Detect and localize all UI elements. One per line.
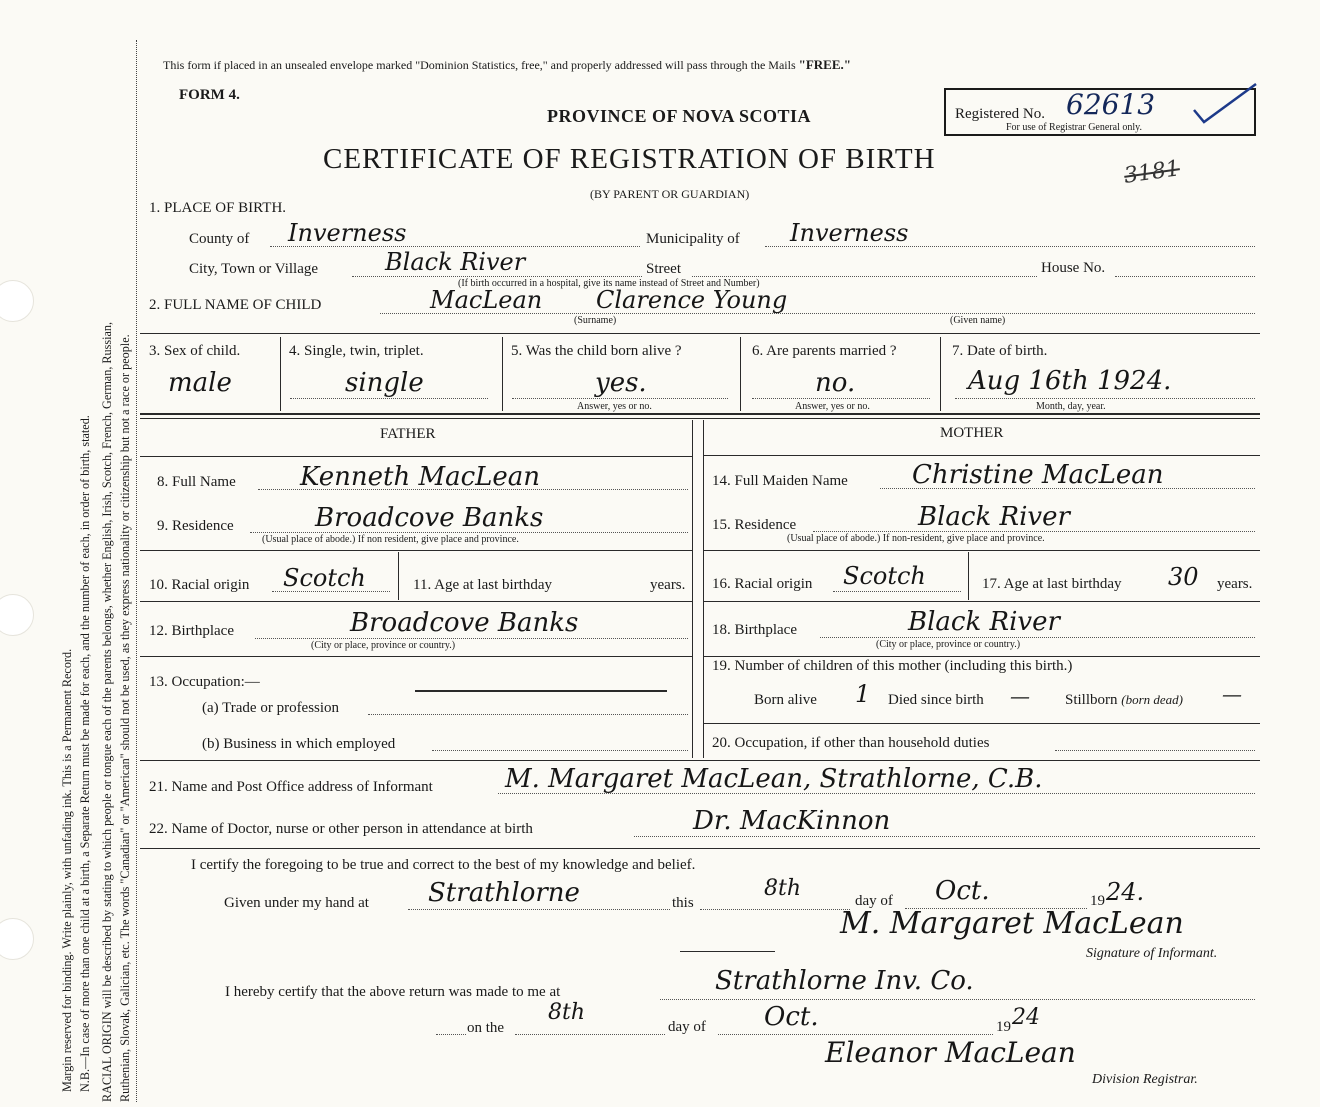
alive-label: 5. Was the child born alive ? xyxy=(511,343,682,359)
plurality-value: single xyxy=(345,368,424,398)
racial-note-line2: Ruthenian, Slovak, Galician, etc. The words "Canadian" or "American" should not be used, as they express nationality or citizenship but not a race or people. xyxy=(118,334,132,1102)
informant-signature: M. Margaret MacLean xyxy=(840,906,1184,941)
grid-rule-1 xyxy=(140,333,1260,334)
mother-name-label: 14. Full Maiden Name xyxy=(712,473,848,489)
father-trade-label: (a) Trade or profession xyxy=(202,700,340,716)
parents-center-rule-a xyxy=(692,420,693,758)
month-value: Oct. xyxy=(935,876,990,906)
on-the-lead-line xyxy=(436,1034,466,1035)
father-birthplace-label: 12. Birthplace xyxy=(149,623,234,639)
place-heading: 1. PLACE OF BIRTH. xyxy=(149,200,287,216)
county-value: Inverness xyxy=(288,219,407,247)
father-row-rule-3 xyxy=(140,601,692,602)
mother-race-value: Scotch xyxy=(843,562,926,590)
certify-statement: I certify the foregoing to be true and correct to the best of my knowledge and belief. xyxy=(191,857,696,873)
father-birthplace-value: Broadcove Banks xyxy=(350,608,579,638)
informant-signature-caption: Signature of Informant. xyxy=(1086,946,1218,961)
form-number: FORM 4. xyxy=(179,87,240,103)
postal-note-text: This form if placed in an unsealed envelope marked "Dominion Statistics, free," and properly addressed will pass through the Mails xyxy=(163,58,796,72)
municipality-label: Municipality of xyxy=(646,231,740,247)
on-the-label: on the xyxy=(467,1020,505,1036)
day-of-label: day of xyxy=(855,893,893,909)
mother-residence-label: 15. Residence xyxy=(712,517,797,533)
registered-sub: For use of Registrar General only. xyxy=(1006,122,1142,133)
child-given-name: Clarence Young xyxy=(596,286,788,314)
stillborn-label xyxy=(1065,692,1183,709)
child-surname: MacLean xyxy=(430,286,543,314)
sex-label: 3. Sex of child. xyxy=(149,343,241,359)
father-row-rule-1 xyxy=(140,456,692,457)
father-name-label: 8. Full Name xyxy=(157,474,236,490)
child-name-label: 2. FULL NAME OF CHILD xyxy=(149,297,322,313)
reg-day-line xyxy=(515,1034,665,1035)
alive-caption: Answer, yes or no. xyxy=(577,401,652,412)
father-business-line xyxy=(432,750,688,751)
given-label: Given under my hand at xyxy=(224,895,369,911)
postal-note xyxy=(163,57,851,73)
street-line xyxy=(692,276,1037,277)
mother-race-label: 16. Racial origin xyxy=(712,576,813,592)
mother-age-label: 17. Age at last birthday xyxy=(982,576,1122,592)
doctor-label: 22. Name of Doctor, nurse or other person in attendance at birth xyxy=(149,821,533,837)
father-occupation-label: 13. Occupation:— xyxy=(149,674,260,690)
married-line xyxy=(752,398,930,399)
mother-row-rule-1 xyxy=(703,455,1260,456)
mother-occupation-line xyxy=(1055,750,1255,751)
racial-note-line1: RACIAL ORIGIN will be described by stating to which people or tongue each of the parents belongs, whether English, Irish, Scotch, French, German, Russian, xyxy=(100,321,114,1102)
date-caption: Month, day, year. xyxy=(1036,401,1106,412)
grid-rule-3 xyxy=(140,418,1260,419)
mother-birthplace-value: Black River xyxy=(908,607,1060,637)
registrar-place-value: Strathlorne Inv. Co. xyxy=(715,966,974,996)
born-alive-value: 1 xyxy=(855,680,871,708)
mother-age-unit: years. xyxy=(1217,576,1253,592)
certificate-title: CERTIFICATE OF REGISTRATION OF BIRTH xyxy=(323,143,936,175)
father-occupation-dash xyxy=(415,690,667,692)
grid-divider-4 xyxy=(940,337,941,411)
mother-birthplace-line xyxy=(820,637,1255,638)
father-age-unit: years. xyxy=(650,577,686,593)
date-label: 7. Date of birth. xyxy=(952,343,1048,359)
alive-line xyxy=(512,398,728,399)
mother-row-rule-4 xyxy=(703,656,1260,657)
city-value: Black River xyxy=(385,248,526,276)
registrar-place-line xyxy=(660,999,1255,1000)
hospital-note: (If birth occurred in a hospital, give its name instead of Street and Number) xyxy=(458,278,760,289)
doctor-line xyxy=(634,836,1255,837)
day-line xyxy=(700,909,850,910)
informant-value: M. Margaret MacLean, Strathlorne, C.B. xyxy=(505,764,1043,794)
mother-row-rule-5 xyxy=(703,723,1260,724)
struck-number: 3181 xyxy=(1122,156,1182,189)
bottom-rule-2 xyxy=(140,848,1260,849)
house-line xyxy=(1115,276,1255,277)
mother-birthplace-caption: (City or place, province or country.) xyxy=(876,639,1021,650)
mother-heading: MOTHER xyxy=(940,425,1004,441)
mother-row-rule-2 xyxy=(703,550,1260,551)
stillborn-note: (born dead) xyxy=(1121,692,1184,707)
informant-label: 21. Name and Post Office address of Informant xyxy=(149,779,433,795)
margin-rule xyxy=(136,40,137,1102)
father-race-value: Scotch xyxy=(283,564,366,592)
street-label: Street xyxy=(646,261,681,277)
father-age-divider xyxy=(398,552,399,600)
grid-rule-2 xyxy=(140,413,1260,415)
children-label: 19. Number of children of this mother (including this birth.) xyxy=(712,658,1073,674)
reg-day-of-label: day of xyxy=(668,1019,706,1035)
father-heading: FATHER xyxy=(380,426,436,442)
checkmark-icon xyxy=(1190,80,1260,130)
municipality-value: Inverness xyxy=(790,219,909,247)
father-business-label: (b) Business in which employed xyxy=(202,736,396,752)
registrar-statement: I hereby certify that the above return was made to me at xyxy=(225,984,561,1000)
house-label: House No. xyxy=(1041,260,1106,276)
mother-occupation-label: 20. Occupation, if other than household duties xyxy=(712,735,990,751)
registered-label: Registered No. xyxy=(955,106,1045,122)
plurality-line xyxy=(290,398,488,399)
married-label: 6. Are parents married ? xyxy=(752,343,897,359)
signature-rule-left xyxy=(680,951,775,952)
county-label: County of xyxy=(189,231,250,247)
father-race-label: 10. Racial origin xyxy=(149,577,250,593)
mother-age-divider xyxy=(968,552,969,600)
mother-birthplace-label: 18. Birthplace xyxy=(712,622,797,638)
registrar-caption: Division Registrar. xyxy=(1092,1072,1198,1087)
date-line xyxy=(955,398,1255,399)
mother-race-line xyxy=(833,591,961,592)
reg-day-value: 8th xyxy=(548,1000,586,1025)
father-row-rule-2 xyxy=(140,550,692,551)
province-heading: PROVINCE OF NOVA SCOTIA xyxy=(547,106,812,126)
bottom-rule-1 xyxy=(140,760,1260,761)
grid-divider-2 xyxy=(502,337,503,411)
grid-divider-3 xyxy=(740,337,741,411)
father-name-value: Kenneth MacLean xyxy=(300,462,541,492)
mother-row-rule-3 xyxy=(703,601,1260,602)
mother-residence-value: Black River xyxy=(918,502,1070,532)
given-place-line xyxy=(408,909,670,910)
mother-age-value: 30 xyxy=(1168,563,1199,591)
father-age-label: 11. Age at last birthday xyxy=(413,577,552,593)
reg-year-prefix: 19 xyxy=(996,1019,1011,1035)
registrar-signature: Eleanor MacLean xyxy=(825,1036,1076,1069)
surname-caption: (Surname) xyxy=(574,315,617,326)
punch-hole-middle xyxy=(0,594,34,636)
stillborn-text: Stillborn xyxy=(1065,692,1118,708)
given-place-value: Strathlorne xyxy=(428,878,580,908)
parents-center-rule-b xyxy=(703,420,704,758)
died-value: — xyxy=(1010,684,1030,708)
born-alive-label: Born alive xyxy=(754,692,817,708)
postal-free: "FREE." xyxy=(798,57,851,72)
certificate-subtitle: (BY PARENT OR GUARDIAN) xyxy=(590,187,750,201)
year-value: 24. xyxy=(1106,878,1145,906)
given-name-caption: (Given name) xyxy=(950,315,1006,326)
sex-value: male xyxy=(168,368,232,398)
grid-divider-1 xyxy=(280,337,281,411)
this-label: this xyxy=(672,895,694,911)
married-value: no. xyxy=(815,368,856,398)
father-row-rule-4 xyxy=(140,656,692,657)
father-residence-value: Broadcove Banks xyxy=(315,503,544,533)
mother-name-value: Christine MacLean xyxy=(912,460,1164,490)
married-caption: Answer, yes or no. xyxy=(795,401,870,412)
margin-note: Margin reserved for binding. Write plainly, with unfading ink. This is a Permanent Record. xyxy=(60,648,74,1092)
father-residence-caption: (Usual place of abode.) If non resident, give place and province. xyxy=(262,534,519,545)
year-prefix: 19 xyxy=(1090,893,1105,909)
doctor-value: Dr. MacKinnon xyxy=(693,806,891,836)
mother-residence-caption: (Usual place of abode.) If non-resident, give place and province. xyxy=(787,533,1045,544)
day-value: 8th xyxy=(764,876,802,901)
plurality-label: 4. Single, twin, triplet. xyxy=(289,343,424,359)
punch-hole-bottom xyxy=(0,918,34,960)
father-birthplace-caption: (City or place, province or country.) xyxy=(311,640,456,651)
nb-note: N.B.—In case of more than one child at a birth, a Separate Return must be made for each, and the number of each, in order of birth, stated. xyxy=(78,415,92,1092)
date-value: Aug 16th 1924. xyxy=(968,366,1172,396)
city-label: City, Town or Village xyxy=(189,261,319,277)
father-birthplace-line xyxy=(255,638,688,639)
father-trade-line xyxy=(368,714,688,715)
reg-month-line xyxy=(718,1034,993,1035)
registered-value: 62613 xyxy=(1066,88,1156,121)
died-label: Died since birth xyxy=(888,692,984,708)
stillborn-value: — xyxy=(1222,682,1242,706)
city-line xyxy=(352,276,642,277)
father-residence-label: 9. Residence xyxy=(157,518,234,534)
alive-value: yes. xyxy=(595,368,647,398)
reg-month-value: Oct. xyxy=(764,1002,819,1032)
punch-hole-top xyxy=(0,280,34,322)
reg-year-value: 24 xyxy=(1012,1005,1040,1030)
